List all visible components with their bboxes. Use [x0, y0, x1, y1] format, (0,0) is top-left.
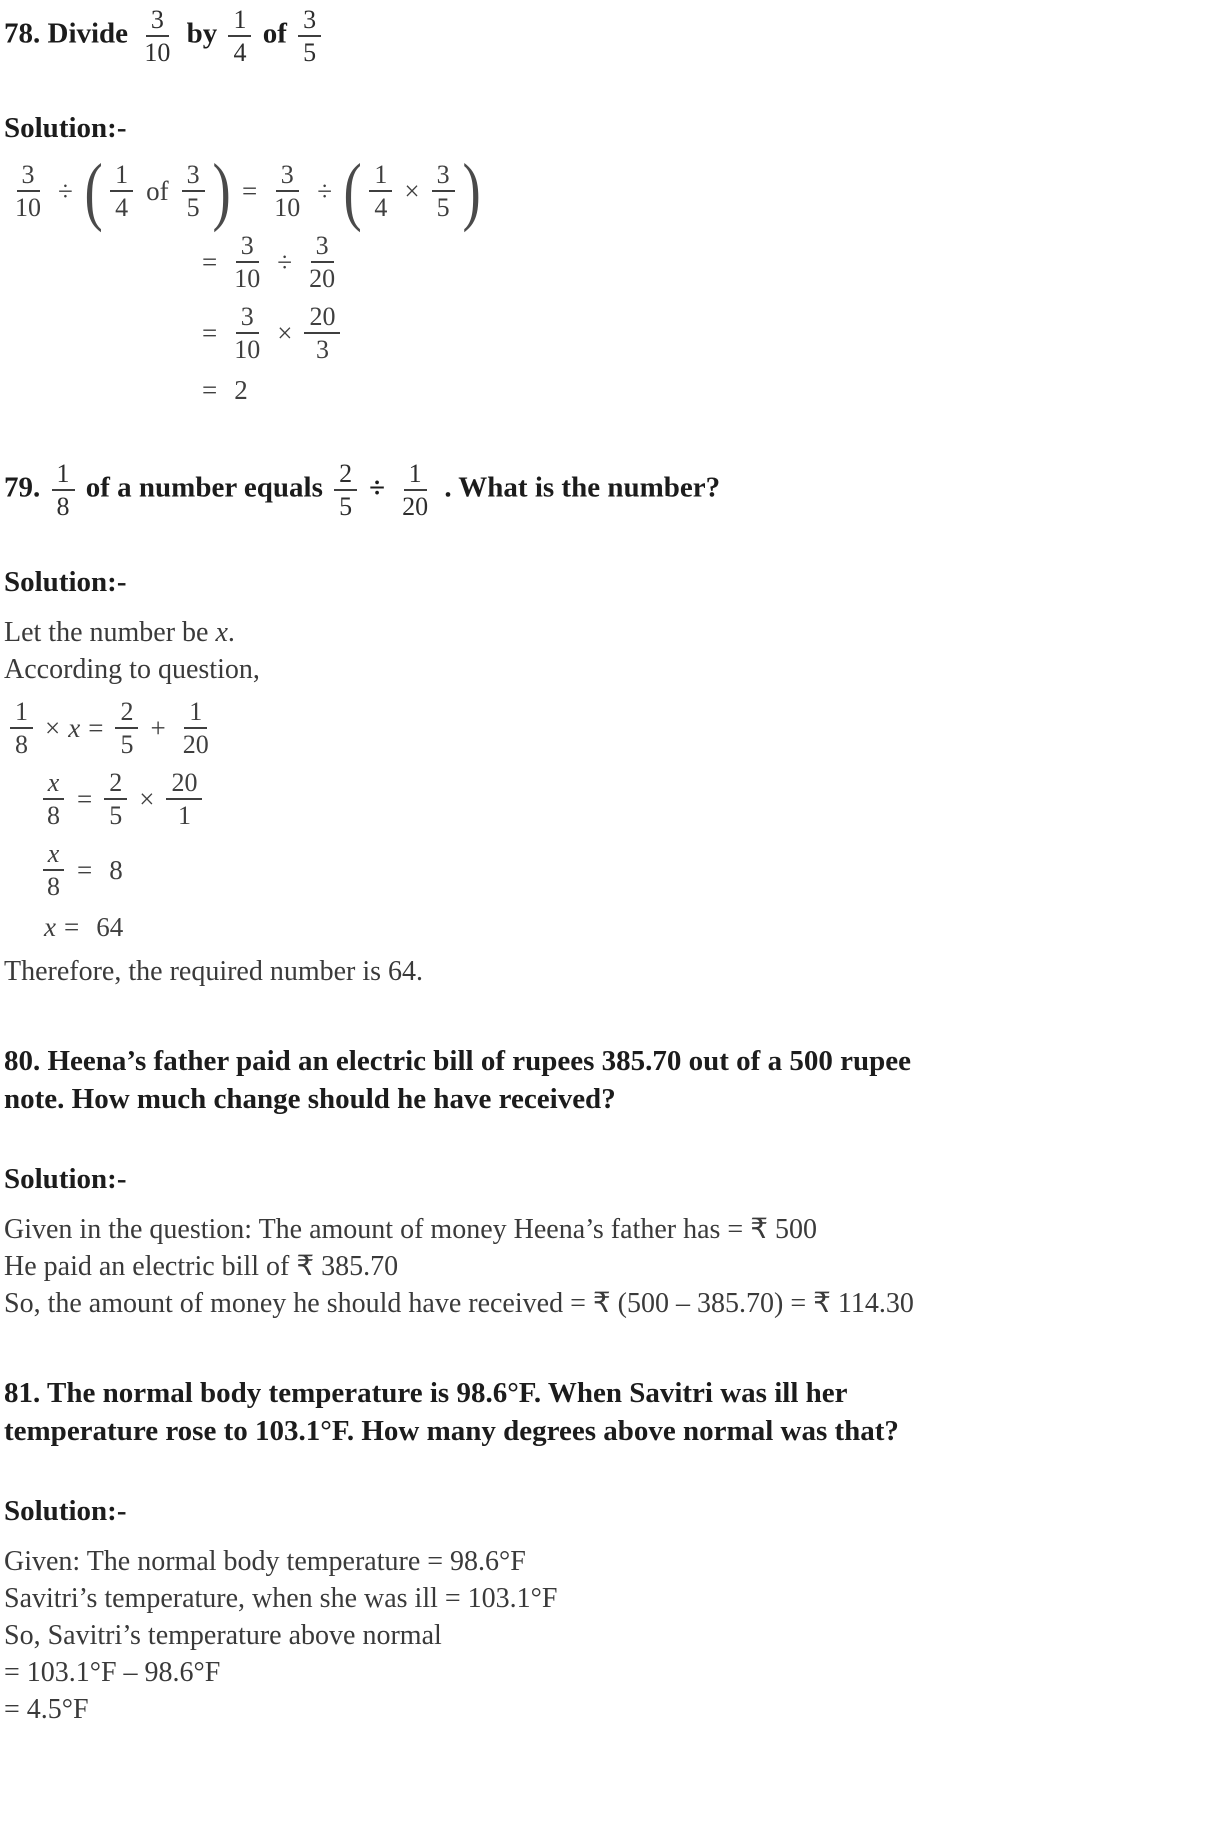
fraction — [42, 839, 65, 901]
parenthesis: ( — [343, 149, 362, 233]
operator-symbol: × — [45, 712, 61, 743]
fraction-denominator: 20 — [309, 264, 336, 293]
operator-symbol: ÷ — [369, 471, 386, 504]
text-run: So, the amount of money he should have received = ₹ (500 – 385.70) = ₹ 114.30 — [4, 1288, 914, 1319]
heading-text: 80. Heena’s father paid an electric bill of rupees 385.70 out of a 500 rupee — [4, 1045, 911, 1077]
equation-line — [44, 910, 1212, 944]
fraction-numerator: 2 — [115, 697, 138, 729]
fraction-numerator: 1 — [110, 160, 133, 192]
fraction — [397, 459, 433, 521]
operator-symbol: = — [202, 374, 218, 405]
text-run: Let the number be — [4, 617, 216, 648]
operator-symbol: ÷ — [277, 246, 293, 277]
equation-line — [6, 149, 1212, 233]
fraction — [334, 459, 357, 521]
fraction-numerator: 3 — [311, 231, 334, 263]
fraction — [104, 768, 127, 830]
solution-body — [4, 149, 1212, 407]
problem-heading — [4, 1042, 1212, 1118]
fraction-denominator: 8 — [15, 730, 28, 759]
fraction-numerator: 1 — [404, 459, 427, 491]
fraction — [10, 697, 33, 759]
fraction-numerator: 1 — [10, 697, 33, 729]
fraction-numerator: 3 — [146, 5, 169, 37]
operator-symbol: = — [88, 712, 104, 743]
fraction-denominator: 5 — [339, 492, 353, 521]
equation-line — [194, 231, 1212, 293]
text-run: of — [146, 175, 169, 206]
operator-symbol: ÷ — [317, 175, 333, 206]
solution-body — [4, 1543, 1212, 1728]
fraction — [228, 5, 251, 67]
fraction-numerator: 20 — [166, 768, 202, 800]
fraction-numerator: 3 — [17, 160, 40, 192]
text-run: 8 — [109, 854, 123, 885]
variable: x — [215, 617, 228, 648]
problem-78 — [4, 5, 1212, 407]
fraction-numerator: 3 — [276, 160, 299, 192]
heading-text: 79. — [4, 471, 48, 504]
fraction-denominator: 8 — [47, 872, 60, 901]
problem-81 — [4, 1374, 1212, 1728]
equation-line — [6, 697, 1212, 759]
parenthesis: ( — [84, 149, 103, 233]
operator-symbol: = — [202, 317, 218, 348]
fraction-numerator: 3 — [182, 160, 205, 192]
variable: x — [68, 712, 81, 743]
fraction — [42, 768, 65, 830]
solution-text-line — [4, 953, 1212, 990]
fraction — [52, 459, 75, 521]
fraction — [115, 697, 138, 759]
fraction — [229, 302, 265, 364]
fraction-denominator: 5 — [186, 193, 200, 222]
solution-text-line — [4, 1617, 1212, 1654]
fraction-numerator: x — [43, 768, 65, 800]
fraction-numerator: 2 — [334, 459, 357, 491]
text-run: Savitri’s temperature, when she was ill = 103.1°F — [4, 1583, 558, 1614]
fraction — [178, 697, 214, 759]
problem-79 — [4, 459, 1212, 990]
equation-line — [38, 839, 1212, 901]
heading-text: of — [255, 17, 295, 50]
fraction-numerator: x — [43, 839, 65, 871]
fraction-denominator: 10 — [234, 264, 261, 293]
fraction — [369, 160, 392, 222]
fraction-denominator: 10 — [144, 38, 171, 67]
solution-text-line — [4, 1248, 1212, 1285]
heading-text: by — [179, 17, 225, 50]
solution-text-line — [4, 1654, 1212, 1691]
operator-symbol: = — [77, 783, 93, 814]
heading-text: 81. The normal body temperature is 98.6°F. When Savitri was ill her — [4, 1377, 848, 1409]
fraction-numerator: 3 — [298, 5, 321, 37]
fraction — [166, 768, 202, 830]
parenthesis: ) — [212, 149, 231, 233]
fraction-denominator: 4 — [115, 193, 129, 222]
problem-heading — [4, 459, 1212, 521]
operator-symbol: = — [241, 175, 258, 206]
operator-symbol: × — [139, 783, 155, 814]
fraction-numerator: 3 — [236, 302, 259, 334]
text-run: . — [227, 617, 235, 648]
fraction-denominator: 10 — [274, 193, 301, 222]
problem-heading — [4, 1374, 1212, 1450]
fraction-denominator: 8 — [56, 492, 70, 521]
heading-text: note. How much change should he have received? — [4, 1083, 616, 1115]
fraction-numerator: 1 — [52, 459, 75, 491]
fraction-denominator: 4 — [233, 38, 247, 67]
solution-body — [4, 1211, 1212, 1322]
operator-symbol: = — [63, 911, 80, 942]
solution-label: Solution:- — [4, 1495, 127, 1527]
fraction — [269, 160, 305, 222]
text-run: According to question, — [4, 654, 260, 685]
text-run: Therefore, the required number is 64. — [4, 956, 424, 987]
problems-container — [4, 5, 1212, 1728]
operator-symbol: × — [277, 317, 293, 348]
operator-symbol: + — [150, 712, 166, 743]
fraction — [110, 160, 133, 222]
fraction-denominator: 10 — [234, 335, 261, 364]
heading-text: temperature rose to 103.1°F. How many degrees above normal was that? — [4, 1415, 899, 1447]
fraction-numerator: 1 — [369, 160, 392, 192]
parenthesis: ) — [462, 149, 481, 233]
operator-symbol: ÷ — [58, 175, 73, 206]
solution-label: Solution:- — [4, 112, 127, 144]
fraction-denominator: 20 — [182, 730, 209, 759]
solution-label: Solution:- — [4, 1163, 127, 1195]
fraction-denominator: 5 — [436, 193, 450, 222]
equation-line — [194, 302, 1212, 364]
operator-symbol: × — [404, 175, 420, 206]
problem-heading — [4, 5, 1212, 67]
text-run: 2 — [234, 374, 248, 405]
fraction-denominator: 5 — [303, 38, 317, 67]
solution-text-line — [4, 614, 1212, 651]
text-run: Given in the question: The amount of money Heena’s father has = ₹ 500 — [4, 1214, 818, 1245]
solution-text-line — [4, 651, 1212, 688]
fraction-denominator: 5 — [120, 730, 134, 759]
fraction — [304, 231, 340, 293]
solution-label: Solution:- — [4, 566, 127, 598]
fraction — [182, 160, 205, 222]
fraction — [304, 302, 340, 364]
solution-text-line — [4, 1285, 1212, 1322]
fraction-numerator: 1 — [228, 5, 251, 37]
text-run: So, Savitri’s temperature above normal — [4, 1620, 442, 1651]
fraction — [10, 160, 46, 222]
operator-symbol: = — [77, 854, 93, 885]
solution-text-line — [4, 1211, 1212, 1248]
problem-80 — [4, 1042, 1212, 1322]
equation-line — [194, 373, 1212, 407]
fraction — [432, 160, 455, 222]
text-run: He paid an electric bill of ₹ 385.70 — [4, 1251, 399, 1282]
fraction-denominator: 5 — [109, 801, 123, 830]
fraction-denominator: 3 — [315, 335, 329, 364]
text-run: = 4.5°F — [4, 1694, 89, 1725]
equation-line — [38, 768, 1212, 830]
operator-symbol: = — [202, 246, 218, 277]
solution-text-line — [4, 1580, 1212, 1617]
heading-text: 78. Divide — [4, 17, 136, 50]
solution-body — [4, 614, 1212, 990]
text-run: = 103.1°F – 98.6°F — [4, 1657, 221, 1688]
solution-text-line — [4, 1691, 1212, 1728]
fraction — [298, 5, 321, 67]
fraction-numerator: 20 — [304, 302, 340, 334]
fraction-numerator: 3 — [236, 231, 259, 263]
heading-text: . What is the number? — [437, 471, 721, 504]
fraction-numerator: 3 — [432, 160, 455, 192]
solution-text-line — [4, 1543, 1212, 1580]
fraction-numerator: 2 — [104, 768, 127, 800]
fraction — [229, 231, 265, 293]
fraction-denominator: 10 — [15, 193, 41, 222]
fraction-denominator: 4 — [374, 193, 388, 222]
fraction-numerator: 1 — [184, 697, 207, 729]
fraction-denominator: 20 — [402, 492, 429, 521]
fraction — [139, 5, 175, 67]
text-run: 64 — [96, 911, 124, 942]
heading-text: of a number equals — [78, 471, 331, 504]
fraction-denominator: 8 — [47, 801, 60, 830]
fraction-denominator: 1 — [177, 801, 191, 830]
text-run: Given: The normal body temperature = 98.6°F — [4, 1546, 526, 1577]
variable: x — [44, 911, 56, 942]
